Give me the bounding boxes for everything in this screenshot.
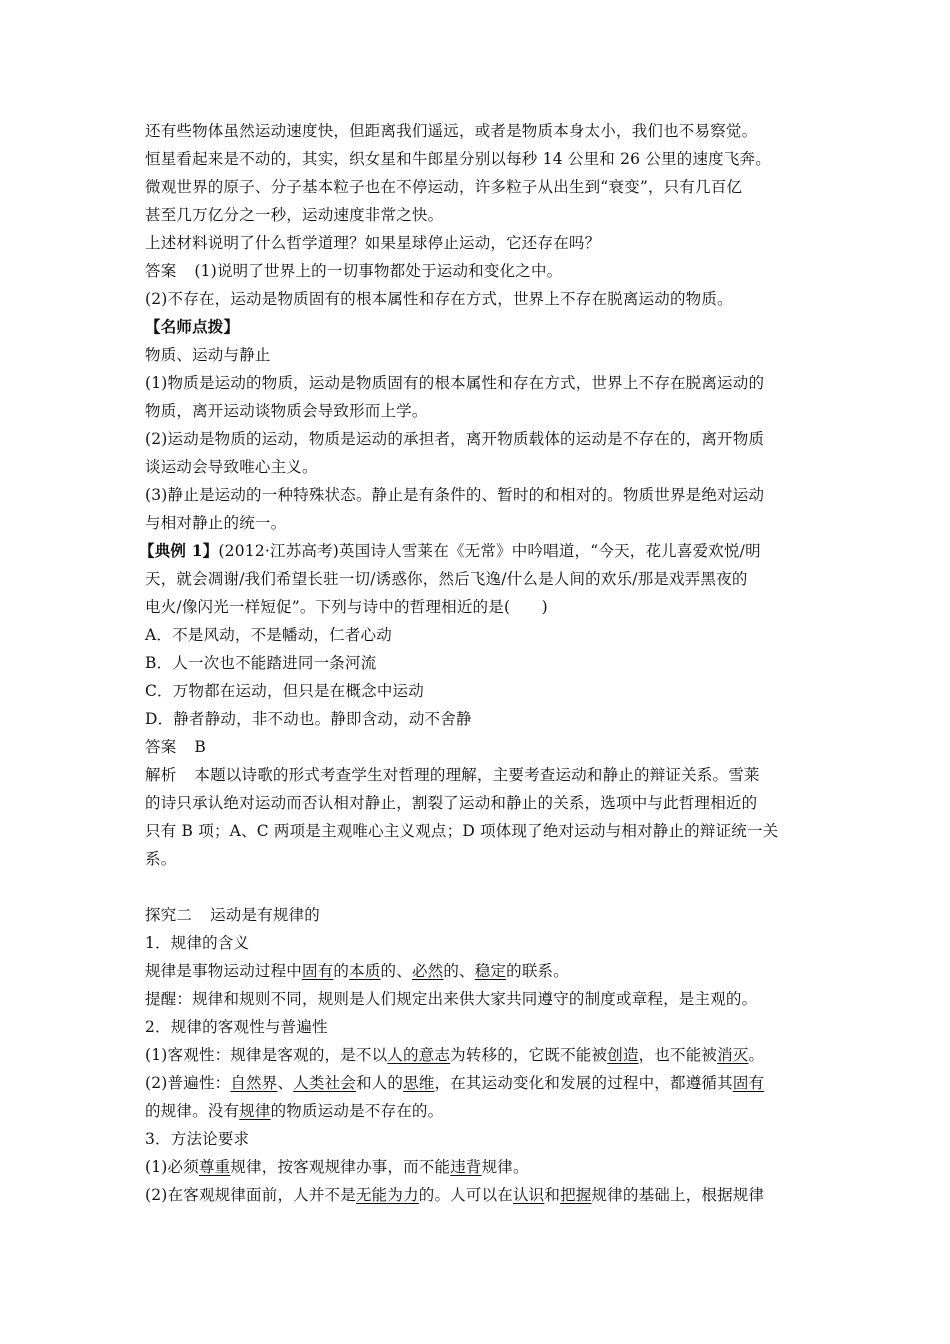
spacer [145,873,815,901]
analysis-label: 解析 [145,766,177,784]
material-line: 微观世界的原子、分子基本粒子也在不停运动，许多粒子从出生到“衰变”，只有几百亿 [145,178,743,196]
document-page [139,117,815,1209]
example-label: 【典例 1】 [139,541,219,560]
underlined-term: 尊重 [198,1158,231,1176]
answer-text: (1)说明了世界上的一切事物都处于运动和变化之中。 [194,262,563,280]
text-run: 的、 [380,962,412,980]
example-text: (2012·江苏高考)英国诗人雪莱在《无常》中吟唱道，“今天，花儿喜爱欢悦/明 [218,542,761,560]
text-run: 的、 [443,962,475,980]
text-run: ，也不能被 [638,1046,718,1064]
question-text: 上述材料说明了什么哲学道理？如果星球停止运动，它还存在吗？ [145,234,601,252]
section-heading [145,901,815,929]
subheading-1: 1．规律的含义 [145,934,250,952]
text-run: 的规律。没有 [145,1102,240,1120]
text-run: 规律。 [481,1158,529,1176]
definition-line [145,957,815,985]
text-run: 的联系。 [506,962,569,980]
text-run: 为转移的，它既不能被 [450,1046,608,1064]
option-c: C．万物都在运动，但只是在概念中运动 [145,682,424,700]
underlined-term: 规律 [239,1102,271,1120]
section-label: 探究二 [145,906,193,924]
requirement-line [145,1153,815,1181]
subheading-3: 3．方法论要求 [145,1130,250,1148]
underlined-term: 无能为力 [355,1186,419,1204]
text-run: (2)普遍性： [145,1074,231,1092]
underlined-term: 必然 [411,962,444,980]
analysis-text: 本题以诗歌的形式考查学生对哲理的理解，主要考查运动和静止的辩证关系。雪莱 [194,766,760,784]
underlined-term: 自然界 [230,1074,278,1092]
text-run: 和人的 [355,1074,404,1092]
underlined-term: 违背 [450,1158,482,1176]
text-run: (2)在客观规律面前，人并不是 [145,1186,356,1204]
universality-line [145,1069,815,1097]
section-title: 运动是有规律的 [210,906,321,924]
underlined-term: 消灭 [717,1046,749,1064]
tips-heading: 【名师点拨】 [145,317,240,336]
analysis-line: 的诗只承认绝对运动而否认相对静止，割裂了运动和静止的关系，选项中与此哲理相近的 [145,794,758,812]
answer-1-line-2: (2)不存在，运动是物质固有的根本属性和存在方式，世界上不存在脱离运动的物质。 [145,290,733,308]
material-line: 甚至几万亿分之一秒，运动速度非常之快。 [145,206,444,224]
underlined-term: 认识 [512,1186,545,1204]
answer-2 [145,733,815,761]
answer-label: 答案 [145,738,177,756]
tips-subtitle: 物质、运动与静止 [145,346,271,364]
option-b: B．人一次也不能踏进同一条河流 [145,654,377,672]
answer-label: 答案 [145,262,177,280]
underlined-term: 固有 [732,1074,765,1092]
tips-line: (1)物质是运动的物质，运动是物质固有的根本属性和存在方式，世界上不存在脱离运动的 [145,374,765,392]
underlined-term: 本质 [349,962,381,980]
analysis-line: 系。 [145,850,177,868]
tips-line: 谈运动会导致唯心主义。 [145,458,318,476]
text-run: ，在其运动变化和发展的过程中，都遵循其 [434,1074,733,1092]
text-run: (1)必须 [145,1158,199,1176]
example-line: 电火/像闪光一样短促”。下列与诗中的哲理相近的是( ) [145,598,548,616]
subheading-2: 2．规律的客观性与普遍性 [145,1018,328,1036]
underlined-term: 创造 [607,1046,639,1064]
tips-line: (3)静止是运动的一种特殊状态。静止是有条件的、暂时的和相对的。物质世界是绝对运动 [145,486,765,504]
text-run: 规律的基础上，根据规律 [591,1186,765,1204]
underlined-term: 人的意志 [387,1046,451,1064]
text-run: (1)客观性：规律是客观的，是不以 [145,1046,388,1064]
text-run: 的物质运动是不存在的。 [270,1102,444,1120]
text-run: 规律是事物运动过程中 [145,962,303,980]
underlined-term: 固有 [302,962,334,980]
option-a: A．不是风动，不是幡动，仁者心动 [145,626,392,644]
text-run: 和 [544,1186,561,1204]
underlined-term: 把握 [560,1186,592,1204]
text-run: 规律，按客观规律办事，而不能 [230,1158,451,1176]
universality-line [145,1097,815,1125]
tips-line: (2)运动是物质的运动，物质是运动的承担者，离开物质载体的运动是不存在的，离开物质 [145,430,765,448]
underlined-term: 思维 [403,1074,435,1092]
answer-value: B [194,738,206,756]
objectivity-line [145,1041,815,1069]
analysis-line [145,761,815,789]
underlined-term: 稳定 [474,962,507,980]
material-line: 还有些物体虽然运动速度快，但距离我们遥远，或者是物质本身太小，我们也不易察觉。 [145,122,758,140]
tips-line: 与相对静止的统一。 [145,514,287,532]
text-run: 的。人可以在 [418,1186,513,1204]
example-line: 天，就会凋谢/我们希望长驻一切/诱惑你，然后飞逸/什么是人间的欢乐/那是戏弄黑夜的 [145,570,748,588]
text-run: 、 [277,1074,294,1092]
text-run: 的 [333,962,350,980]
material-line: 恒星看起来是不动的，其实，织女星和牛郎星分别以每秒 14 公里和 26 公里的速度飞奔。 [145,150,771,168]
tips-line: 物质，离开运动谈物质会导致形而上学。 [145,402,428,420]
answer-1-line-1 [145,257,815,285]
reminder-line: 提醒：规律和规则不同，规则是人们规定出来供大家共同遵守的制度或章程，是主观的。 [145,990,758,1008]
analysis-line: 只有 B 项；A、C 两项是主观唯心主义观点；D 项体现了绝对运动与相对静止的辩证统一关 [145,822,779,840]
requirement-line [145,1181,815,1209]
example-line [139,537,815,565]
option-d: D．静者静动，非不动也。静即含动，动不舍静 [145,710,472,728]
underlined-term: 人类社会 [293,1074,356,1092]
text-run: 。 [748,1046,765,1064]
